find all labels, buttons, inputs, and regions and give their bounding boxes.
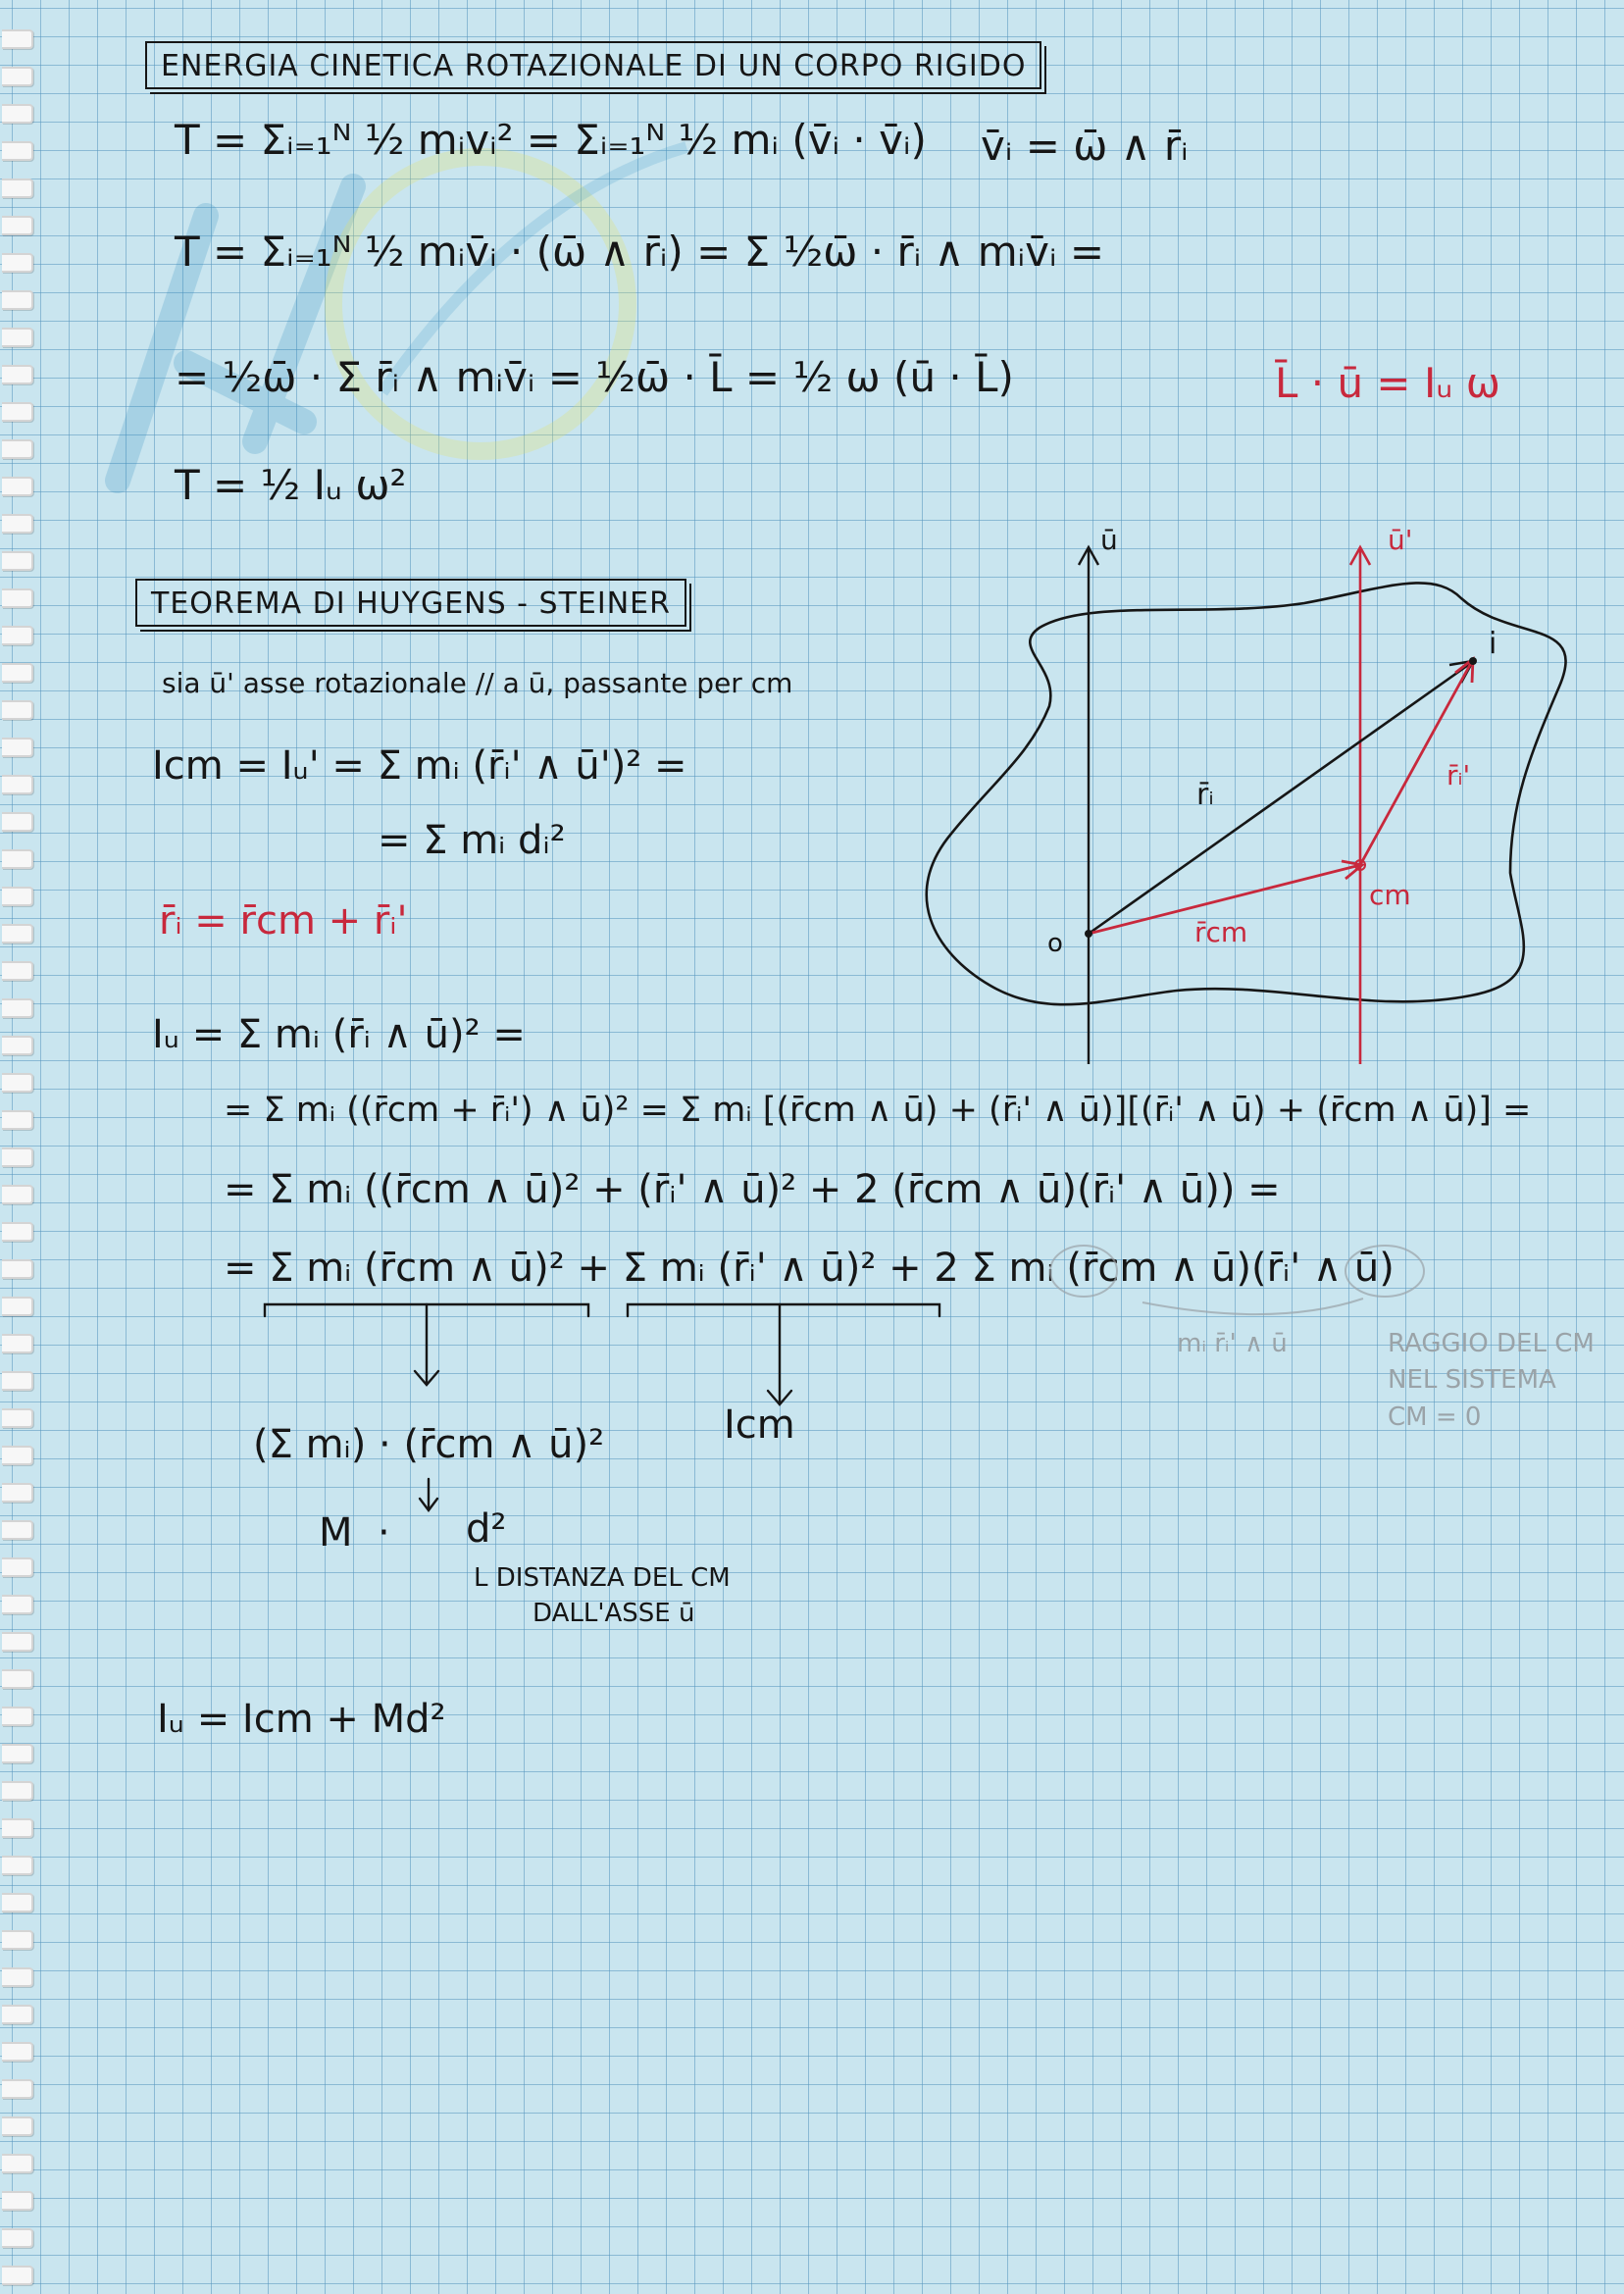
label-vector-r-i-prime: r̄ᵢ': [1446, 759, 1471, 791]
text-distance-description-1: L DISTANZA DEL CM: [474, 1563, 731, 1593]
under-label-total-mass: (Σ mᵢ) · (r̄cm ∧ ū)²: [253, 1422, 605, 1467]
section-title-kinetic-energy: ENERGIA CINETICA ROTAZIONALE DI UN CORPO RIGIDO: [145, 41, 1041, 89]
section-title-huygens-steiner: TEOREMA DI HUYGENS - STEINER: [135, 579, 686, 627]
text-distance-description-2: DALL'ASSE ū: [533, 1599, 695, 1628]
equation-angular-momentum-projection: L̄ · ū = Iᵤ ω: [1275, 359, 1500, 407]
label-axis-u-prime: ū': [1388, 524, 1413, 556]
label-point-cm: cm: [1369, 879, 1411, 911]
equation-moment-cm: Icm = Iᵤ' = Σ mᵢ (r̄ᵢ' ∧ ū')² =: [152, 743, 687, 789]
equation-kinetic-energy-angular-momentum: = ½ω̄ · Σ r̄ᵢ ∧ mᵢv̄ᵢ = ½ω̄ · L̄ = ½ ω (ū · L̄): [175, 353, 1014, 401]
equation-position-decomposition: r̄ᵢ = r̄cm + r̄ᵢ': [159, 898, 408, 943]
equation-moment-u-expanded: = Σ mᵢ ((r̄cm + r̄ᵢ') ∧ ū)² = Σ mᵢ [(r̄cm ∧ ū) + (r̄ᵢ' ∧ ū)][(r̄ᵢ' ∧ ū) + (r̄cm ∧ ū)] =: [224, 1091, 1532, 1130]
gray-note-system: NEL SISTEMA: [1388, 1365, 1556, 1395]
rigid-body-diagram: [883, 510, 1589, 1079]
label-dot-product: ·: [378, 1510, 390, 1555]
equation-kinetic-energy-final: T = ½ Iᵤ ω²: [175, 461, 407, 509]
gray-note-cm-zero: CM = 0: [1388, 1402, 1482, 1432]
label-total-mass-M: M: [319, 1510, 353, 1555]
under-label-icm: Icm: [724, 1402, 795, 1448]
equation-moment-u-squared: = Σ mᵢ ((r̄cm ∧ ū)² + (r̄ᵢ' ∧ ū)² + 2 (r̄cm ∧ ū)(r̄ᵢ' ∧ ū)) =: [224, 1167, 1281, 1212]
axis-u-prime: [1350, 547, 1370, 1064]
equation-kinetic-energy-sum: T = Σᵢ₌₁ᴺ ½ mᵢvᵢ² = Σᵢ₌₁ᴺ ½ mᵢ (v̄ᵢ · v̄ᵢ): [175, 116, 927, 164]
equation-kinetic-energy-expanded: T = Σᵢ₌₁ᴺ ½ mᵢv̄ᵢ · (ω̄ ∧ r̄ᵢ) = Σ ½ω̄ · r̄ᵢ ∧ mᵢv̄ᵢ =: [175, 228, 1105, 276]
gray-note-cm-product: mᵢ r̄ᵢ' ∧ ū: [1177, 1329, 1288, 1358]
label-distance-squared: d²: [466, 1506, 507, 1552]
label-axis-u: ū: [1100, 524, 1118, 556]
gray-note-cm-radius: RAGGIO DEL CM: [1388, 1329, 1595, 1358]
axis-u: [1079, 547, 1098, 1064]
vector-r-i: [1089, 661, 1473, 934]
label-point-i: i: [1489, 627, 1497, 661]
point-origin: [1085, 930, 1092, 938]
label-vector-r-i: r̄ᵢ: [1196, 778, 1214, 812]
label-origin: o: [1047, 929, 1063, 958]
equation-velocity-definition: v̄ᵢ = ω̄ ∧ r̄ᵢ: [981, 122, 1189, 170]
text-parallel-axis-intro: sia ū' asse rotazionale // a ū, passante per cm: [162, 667, 793, 699]
equation-moment-cm-distance: = Σ mᵢ dᵢ²: [378, 818, 566, 863]
point-i: [1469, 657, 1477, 665]
equation-huygens-steiner-result: Iᵤ = Icm + Md²: [157, 1697, 446, 1742]
label-vector-r-cm: r̄cm: [1194, 916, 1248, 948]
equation-moment-u: Iᵤ = Σ mᵢ (r̄ᵢ ∧ ū)² =: [152, 1012, 526, 1057]
equation-moment-u-split: = Σ mᵢ (r̄cm ∧ ū)² + Σ mᵢ (r̄ᵢ' ∧ ū)² + 2 Σ mᵢ (r̄cm ∧ ū)(r̄ᵢ' ∧ ū): [224, 1246, 1395, 1291]
